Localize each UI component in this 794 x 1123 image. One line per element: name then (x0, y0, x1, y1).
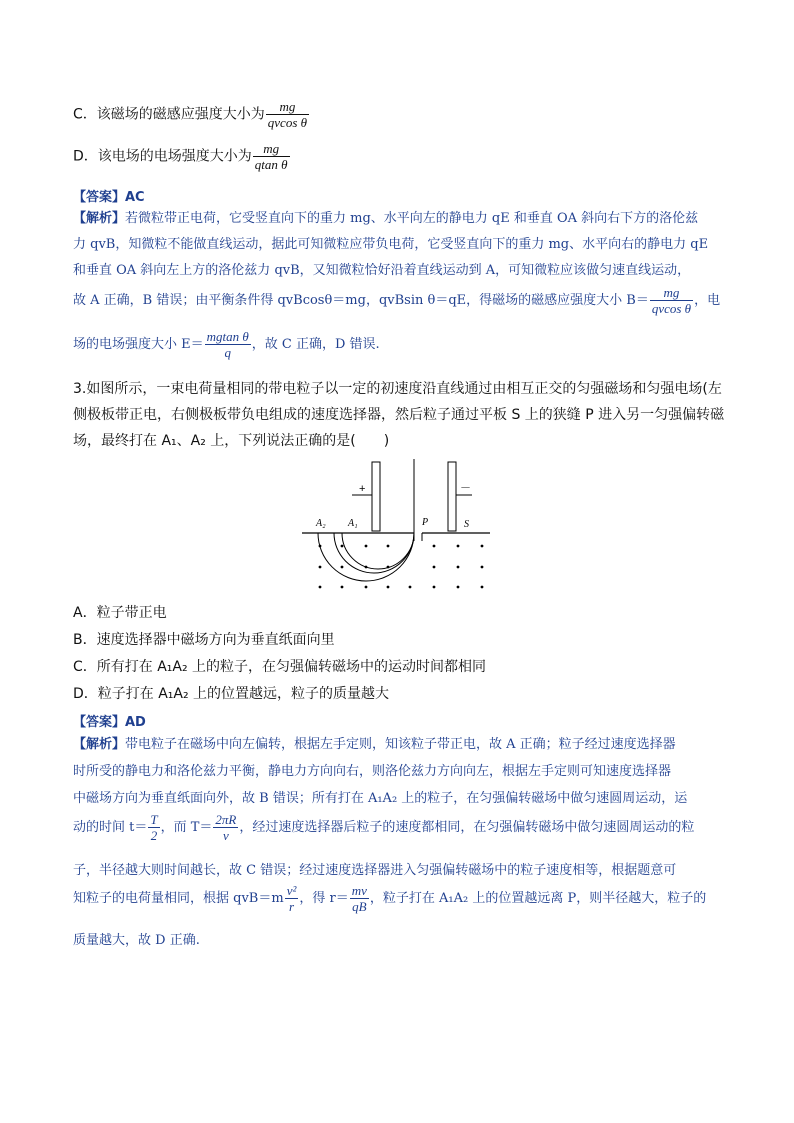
q3-option-a: A．粒子带正电 (73, 605, 167, 621)
q2-option-d-text: D．该电场的电场强度大小为 (73, 148, 252, 165)
q2-option-d-fraction: $\frac{mg}{\text{qtan θ}}$ (254, 141, 288, 172)
label-a1: A₁ (348, 518, 358, 529)
trajectory-mid (334, 533, 414, 573)
q3-answer: 【答案】AD (73, 715, 146, 730)
trajectory-a2 (318, 533, 414, 581)
q3-stem-line-3: 场，最终打在 A₁、A₂ 上，下列说法正确的是( ) (73, 433, 390, 449)
label-s: S (464, 519, 469, 530)
q3-analysis-line-5: 子，半径越大则时间越长，故 C 错误；经过速度选择器进入匀强偏转磁场中的粒子速度相等，根据题意可 (73, 863, 677, 878)
q2-answer: 【答案】AC (73, 190, 145, 205)
q3-analysis-line-6: 知粒子的电荷量相同，根据 qvB＝m $\frac{\text{v²}}{r}$ ，得 r＝ $\frac{mv}{qB}$ ，粒子打在 A₁A₂ 上的位置越远离 P，则半径越大，粒子的 (73, 883, 707, 914)
label-p: P (422, 517, 429, 528)
q2-option-c-text: C．该磁场的磁感应强度大小为 (73, 106, 265, 123)
q3-period-fraction: $\frac{2\pi R}{v}$ (215, 812, 237, 843)
q3-analysis-line-7: 质量越大，故 D 正确. (73, 933, 200, 948)
q2-analysis-line-1: 【解析】若微粒带正电荷，它受竖直向下的重力 mg、水平向左的静电力 qE 和垂直 OA 斜向右下方的洛伦兹 (73, 211, 699, 226)
q3-stem-line-1: 3.如图所示，一束电荷量相同的带电粒子以一定的初速度沿直线通过由相互正交的匀强磁场和匀强电场(左 (73, 381, 722, 397)
q3-stem-line-2: 侧极板带正电，右侧极板带负电组成的速度选择器，然后粒子通过平板 S 上的狭缝 P 进入另一匀强偏转磁 (73, 407, 725, 423)
q2-b-fraction: $\frac{mg}{\text{qvcos θ}}$ (651, 285, 692, 316)
q3-analysis-line-1: 【解析】带电粒子在磁场中向左偏转，根据左手定则，知该粒子带正电，故 A 正确；粒子经过速度选择器 (73, 737, 676, 752)
minus-label: － (460, 482, 471, 494)
q2-e-fraction: $\frac{\text{mgtan θ}}{q}$ (206, 329, 249, 360)
right-plate (448, 462, 456, 531)
q2-option-c (73, 99, 310, 130)
q3-option-c: C．所有打在 A₁A₂ 上的粒子，在匀强偏转磁场中的运动时间都相同 (73, 659, 487, 675)
q3-radius-fraction: $\frac{mv}{qB}$ (351, 883, 367, 914)
q2-analysis-line-5: 场的电场强度大小 E＝ $\frac{\text{mgtan θ}}{q}$ ，故 C 正确，D 错误. (73, 329, 380, 360)
q3-analysis-line-2: 时所受的静电力和洛伦兹力平衡，静电力方向向右，则洛伦兹力方向向左，根据左手定则可知速度选择器 (73, 764, 672, 779)
q3-analysis-line-3: 中磁场方向为垂直纸面向外，故 B 错误；所有打在 A₁A₂ 上的粒子，在匀强偏转磁场中做匀速圆周运动，运 (73, 791, 688, 806)
q2-analysis-line-2: 力 qvB，知微粒不能做直线运动，据此可知微粒应带负电荷，它受竖直向下的重力 mg、水平向右的静电力 qE (73, 237, 709, 252)
q2-analysis-line-4: 故 A 正确，B 错误；由平衡条件得 qvBcosθ＝mg，qvBsin θ＝qE，得磁场的磁感应强度大小 B＝ $\frac{mg}{\text{qvcos θ}}$ ，电 (73, 285, 721, 316)
label-a2: A₂ (316, 518, 326, 529)
q3-t-fraction: $\frac{T}{2}$ (150, 812, 158, 843)
q3-v2r-fraction: $\frac{\text{v²}}{r}$ (286, 883, 297, 914)
q2-option-d (73, 141, 291, 172)
velocity-selector-figure (296, 455, 496, 595)
q3-option-b: B．速度选择器中磁场方向为垂直纸面向里 (73, 632, 335, 648)
q2-option-c-fraction: $\frac{mg}{\text{qvcos θ}}$ (267, 99, 308, 130)
q2-analysis-line-3: 和垂直 OA 斜向左上方的洛伦兹力 qvB，又知微粒恰好沿着直线运动到 A，可知微粒应该做匀速直线运动， (73, 263, 691, 278)
plus-label: + (359, 483, 366, 495)
q3-analysis-line-4: 动的时间 t＝ $\frac{T}{2}$ ，而 T＝ $\frac{2\pi R}{v}$ ，经过速度选择器后粒子的速度都相同，在匀强偏转磁场中做匀速圆周运动的粒 (73, 812, 695, 843)
q3-option-d: D．粒子打在 A₁A₂ 上的位置越远，粒子的质量越大 (73, 686, 390, 702)
left-plate (372, 462, 380, 531)
